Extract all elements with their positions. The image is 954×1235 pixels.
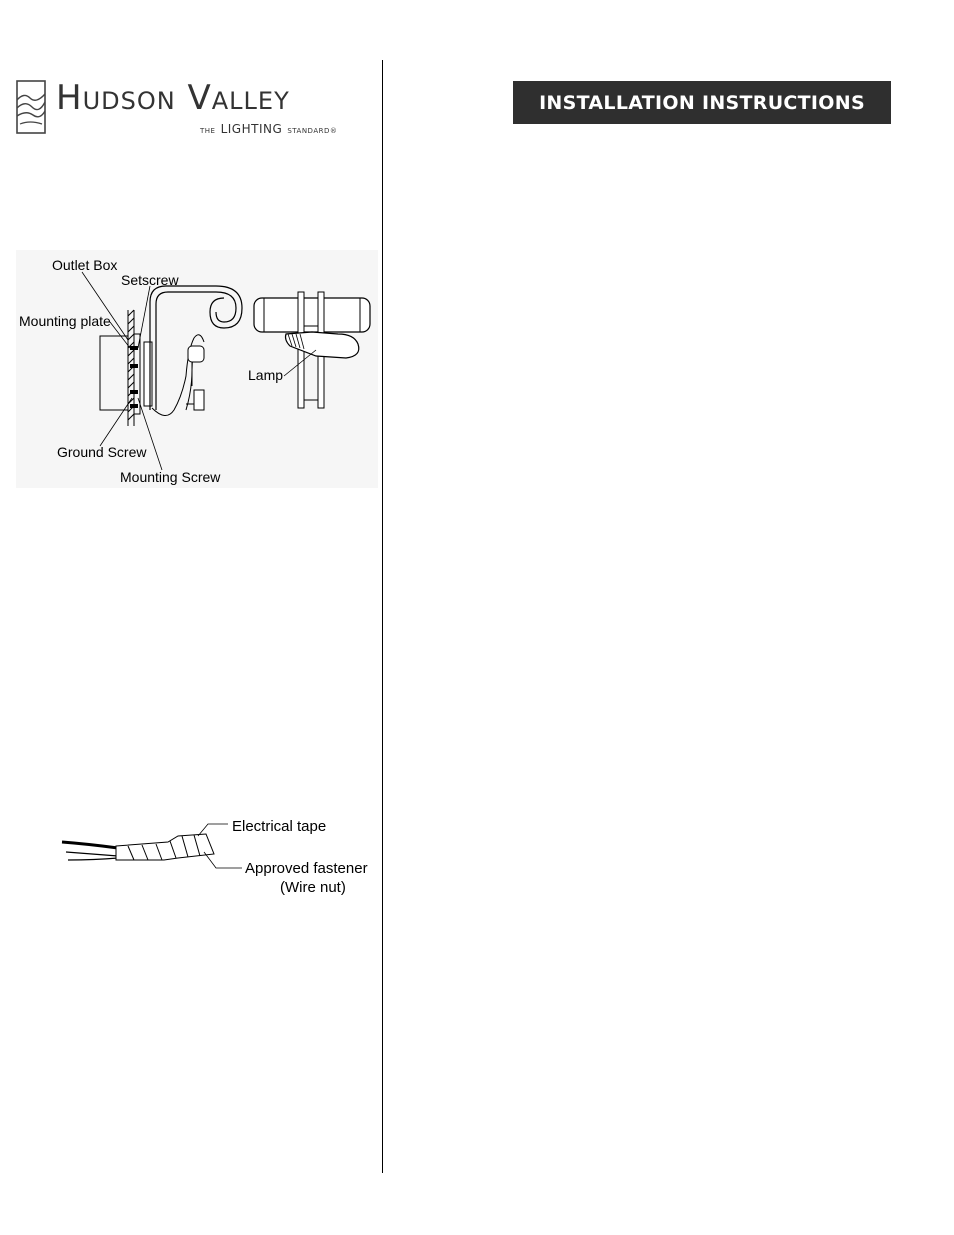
column-divider [382,60,383,1173]
hudson-valley-logo [16,76,356,140]
tagline-pre: THE [200,127,216,135]
label-setscrew: Setscrew [121,272,179,288]
label-mounting-plate: Mounting plate [19,313,111,329]
label-lamp: Lamp [248,367,284,383]
label-electrical-tape: Electrical tape [232,818,327,835]
banner-title: INSTALLATION INSTRUCTIONS [539,91,865,114]
label-outlet-box: Outlet Box [52,257,118,273]
brand-name-text: Hudson Valley [56,78,290,118]
label-mounting-screw: Mounting Screw [120,469,221,485]
label-approved-fastener: Approved fastener [245,860,368,877]
tagline-post: STANDARD [287,127,330,135]
tagline [200,118,337,137]
brand-name [56,78,290,118]
wire-splice-diagram [58,812,380,902]
registered-mark: ® [329,127,338,135]
mountain-logo-icon [16,80,46,134]
label-ground-screw: Ground Screw [57,444,147,460]
tagline-main: LIGHTING [220,122,283,136]
label-wire-nut: (Wire nut) [280,879,346,896]
fixture-mounting-diagram [16,250,378,488]
installation-instructions-banner [513,81,891,124]
